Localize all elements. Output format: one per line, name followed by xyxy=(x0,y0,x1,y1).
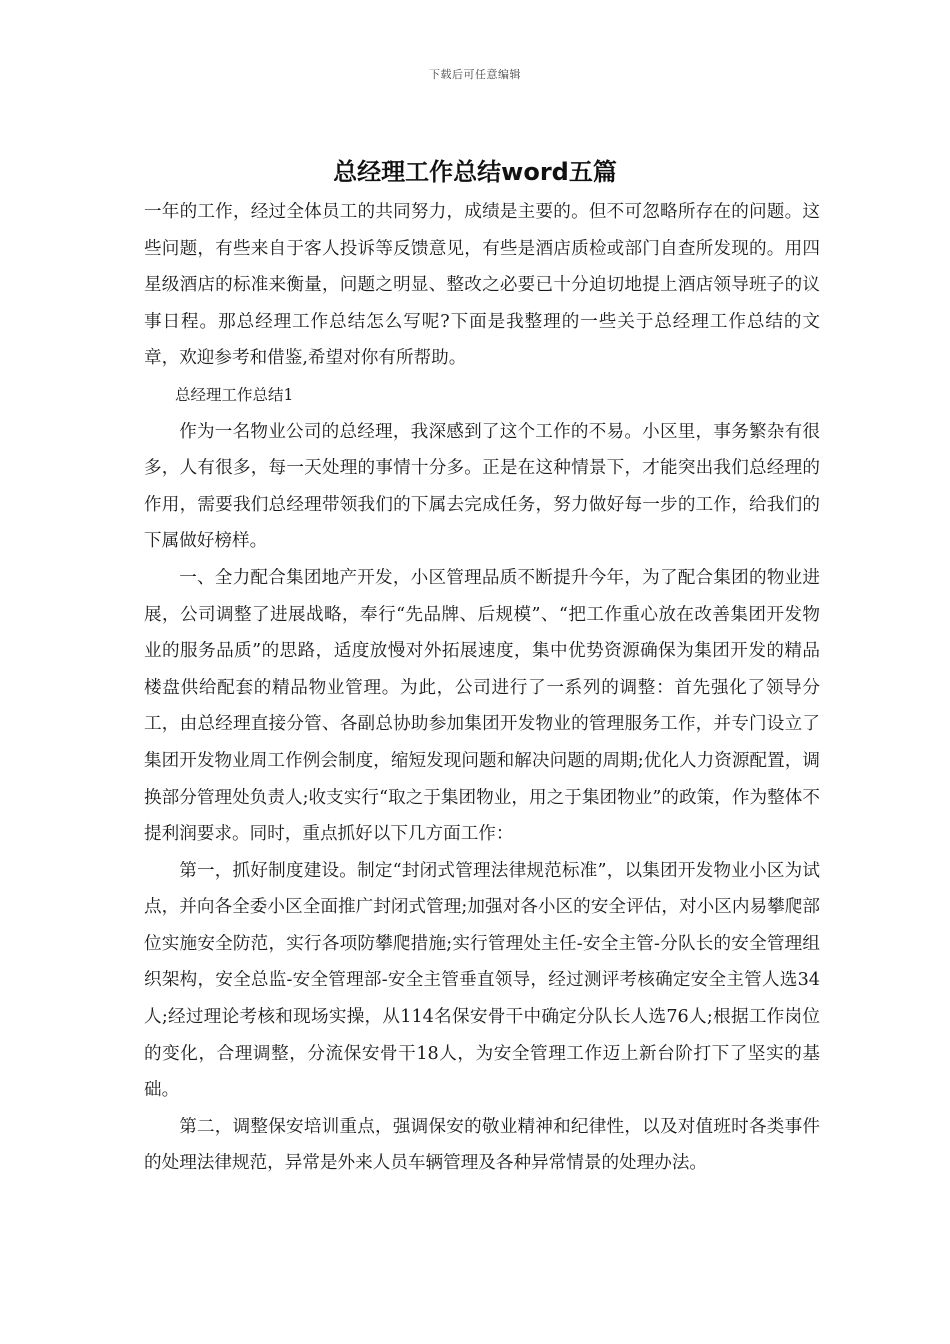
body-paragraph: 第一，抓好制度建设。制定“封闭式管理法律规范标准”，以集团开发物业小区为试点，并向各全委小区全面推广封闭式管理;加强对各小区的安全评估，对小区内易攀爬部位实施安全防范，实行各项防攀爬措施;实行管理处主任-安全主管-分队长的安全管理组织架构，安全总监-安全管理部-安全主管垂直领导，经过测评考核确定安全主管人选34人;经过理论考核和现场实操，从114名保安骨干中确定分队长人选76人;根据工作岗位的变化，合理调整，分流保安骨干18人，为安全管理工作迈上新台阶打下了坚实的基础。 xyxy=(144,860,820,1101)
body-paragraph: 第二，调整保安培训重点，强调保安的敬业精神和纪律性，以及对值班时各类事件的处理法律规范，异常是外来人员车辆管理及各种异常情景的处理办法。 xyxy=(144,1116,820,1174)
section-heading: 总经理工作总结1 xyxy=(175,385,294,404)
body-paragraph: 作为一名物业公司的总经理，我深感到了这个工作的不易。小区里，事务繁杂有很多，人有很多，每一天处理的事情十分多。正是在这种情景下，才能突出我们总经理的作用，需要我们总经理带领我们的下属去完成任务，努力做好每一步的工作，给我们的下属做好榜样。 xyxy=(144,421,820,552)
intro-paragraph: 一年的工作，经过全体员工的共同努力，成绩是主要的。但不可忽略所存在的问题。这些问题，有些来自于客人投诉等反馈意见，有些是酒店质检或部门自查所发现的。用四星级酒店的标准来衡量，问题之明显、整改之必要已十分迫切地提上酒店领导班子的议事日程。那总经理工作总结怎么写呢?下面是我整理的一些关于总经理工作总结的文章，欢迎参考和借鉴,希望对你有所帮助。 xyxy=(144,202,820,369)
page-title: 总经理工作总结word五篇 xyxy=(333,158,617,186)
header-note: 下载后可任意编辑 xyxy=(429,68,521,81)
body-paragraph: 一、全力配合集团地产开发，小区管理品质不断提升今年，为了配合集团的物业进展，公司调整了进展战略，奉行“先品牌、后规模”、“把工作重心放在改善集团开发物业的服务品质”的思路，适度放慢对外拓展速度，集中优势资源确保为集团开发的精品楼盘供给配套的精品物业管理。为此，公司进行了一系列的调整：首先强化了领导分工，由总经理直接分管、各副总协助参加集团开发物业的管理服务工作，并专门设立了集团开发物业周工作例会制度，缩短发现问题和解决问题的周期;优化人力资源配置，调换部分管理处负责人;收支实行“取之于集团物业，用之于集团物业”的政策，作为整体不提利润要求。同时，重点抓好以下几方面工作： xyxy=(144,567,820,845)
document-body xyxy=(144,194,820,1182)
